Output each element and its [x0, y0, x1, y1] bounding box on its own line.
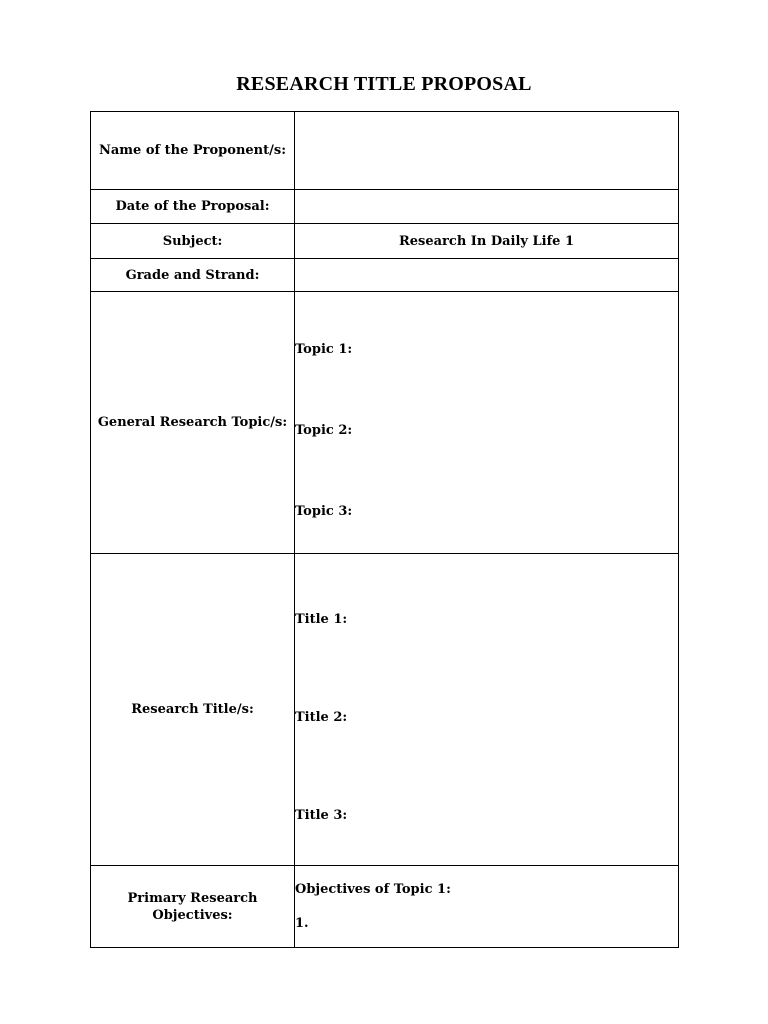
- grade-strand-label: Grade and Strand:: [91, 259, 295, 292]
- date-label: Date of the Proposal:: [91, 190, 295, 224]
- title-2-label: Title 2:: [295, 710, 348, 725]
- grade-strand-field[interactable]: [295, 259, 679, 292]
- subject-label: Subject:: [91, 224, 295, 259]
- title-3-label: Title 3:: [295, 808, 348, 823]
- proponents-field[interactable]: [295, 112, 679, 190]
- titles-label: Research Title/s:: [91, 554, 295, 866]
- topics-field[interactable]: [295, 292, 679, 554]
- row-topics: [91, 292, 679, 554]
- proponents-label: Name of the Proponent/s:: [91, 112, 295, 190]
- titles-field[interactable]: [295, 554, 679, 866]
- objectives-label: Primary Research Objectives:: [91, 866, 295, 948]
- row-grade-strand: [91, 259, 679, 292]
- row-titles: [91, 554, 679, 866]
- objectives-heading: Objectives of Topic 1:: [295, 882, 451, 897]
- topic-1-label: Topic 1:: [295, 342, 353, 357]
- row-subject: [91, 224, 679, 259]
- objectives-field[interactable]: [295, 866, 679, 948]
- proposal-form-table: [90, 111, 679, 948]
- row-objectives: [91, 866, 679, 948]
- objective-1-label: 1.: [295, 916, 309, 931]
- date-field[interactable]: [295, 190, 679, 224]
- topics-label: General Research Topic/s:: [91, 292, 295, 554]
- row-date: [91, 190, 679, 224]
- row-proponents: [91, 112, 679, 190]
- title-1-label: Title 1:: [295, 612, 348, 627]
- topic-2-label: Topic 2:: [295, 423, 353, 438]
- subject-field[interactable]: Research In Daily Life 1: [295, 224, 679, 259]
- page-title: RESEARCH TITLE PROPOSAL: [236, 73, 532, 95]
- topic-3-label: Topic 3:: [295, 504, 353, 519]
